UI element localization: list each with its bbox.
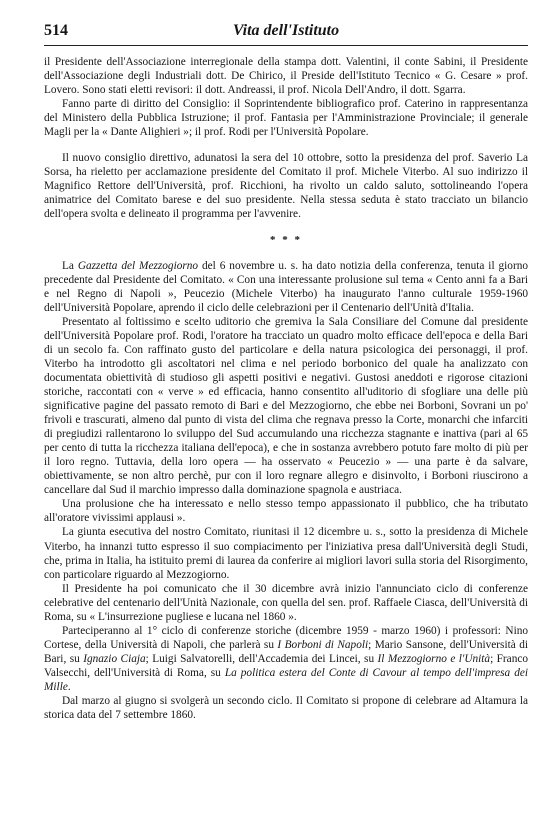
text-run: Il nuovo consiglio direttivo, adunatosi la sera del 10 ottobre, sotto la presidenza del prof. Saverio La Sorsa, ha rieletto per acclamazione presidente del Comitato il prof. Michele Viterbo. Al suo indirizzo il Magnifico Rettore dell'Università, prof. Ricchioni, ha rivolto un caldo saluto, sottolineando l'opera animatrice del Comitato barese e del suo presidente. Nella stessa seduta è stato tracciato un bilancio dell'opera svolta e delineato il programma per l'avvenire. [44, 152, 528, 221]
text-run: Parteciperanno al 1° ciclo di conferenze storiche (dicembre 1959 - marzo 1960) i professori: Nino Cortese, della Università di Napoli, che parlerà su [44, 624, 528, 651]
paragraph [44, 259, 528, 315]
paragraph [44, 497, 528, 525]
page-number: 514 [44, 22, 68, 39]
paragraph [44, 151, 528, 221]
paragraph [44, 582, 528, 624]
running-title: Vita dell'Istituto [232, 22, 340, 39]
italic-title: Gazzetta del Mezzogiorno [77, 259, 199, 272]
text-run: La [62, 259, 78, 272]
paragraph [44, 315, 528, 498]
text-run: il Presidente dell'Associazione interregionale della stampa dott. Valentini, il conte Sabini, il Presidente dell'Associazione degli Industriali dott. De Chirico, il Preside dell'Istituto Tecnico « G. Cesare » prof. Lovero. Sono stati eletti revisori: il dott. Andreassi, il prof. Nicola Dell'Andro, il dott. Sgarra. [44, 56, 528, 97]
italic-title: I Borboni di Napoli [277, 638, 369, 651]
paragraph [44, 55, 528, 97]
italic-title: La politica estera del Conte di Cavour al tempo dell'impresa dei Mille [44, 666, 529, 693]
text-run: . [67, 680, 71, 693]
text-run: ; Mario Sansone, dell'Università di Bari, su [44, 638, 528, 665]
paragraph [44, 694, 528, 722]
paragraph [44, 624, 528, 694]
text-run: ; Franco Valsecchi, dell'Università di Roma, su [44, 652, 529, 679]
text-run: Il Presidente ha poi comunicato che il 30 dicembre avrà inizio l'annunciato ciclo di conferenze celebrative del centenario dell'Unità Nazionale, con quella del sen. prof. Raffaele Ciasca, dell'Università di Roma, su « L'insurrezione pugliese e lucana nel 1860 ». [44, 582, 528, 623]
italic-title: Ignazio Ciaja [83, 652, 146, 665]
text-run: ; Luigi Salvatorelli, dell'Accademia dei Lincei, su [145, 652, 378, 665]
header-rule [44, 45, 528, 46]
paragraph [44, 97, 528, 139]
paragraph [44, 525, 528, 581]
italic-title: Il Mezzogiorno e l'Unità [377, 652, 491, 665]
text-run: Dal marzo al giugno si svolgerà un secondo ciclo. Il Comitato si propone di celebrare ad Altamura la storica data del 7 settembre 1860. [44, 695, 528, 722]
text-run: Fanno parte di diritto del Consiglio: il Soprintendente bibliografico prof. Caterino in rappresentanza del Ministero della Pubblica Istruzione; il prof. Fantasia per l'Amministrazione Provinciale; il generale Magli per la « Dante Alighieri »; il prof. Rodi per l'Università Popolare. [44, 98, 528, 139]
text-run: del 6 novembre u. s. ha dato notizia della conferenza, tenuta il giorno precedente dal Presidente del Comitato. « Con una interessante prolusione sul tema « Cento anni fa a Bari e nel Regno di Napoli », Peucezio (Michele Viterbo) ha inaugurato l'anno culturale 1959-1960 dell'Università Popolare, aprendo il ciclo delle celebrazioni per il Centenario dell'Unità d'Italia. [44, 259, 529, 314]
text-run: Una prolusione che ha interessato e nello stesso tempo appassionato il pubblico, che ha tributato all'oratore vivissimi applausi ». [44, 498, 528, 525]
text-run: Presentato al foltissimo e scelto uditorio che gremiva la Sala Consiliare del Comune dal presidente dell'Università Popolare prof. Rodi, l'oratore ha tracciato un quadro molto efficace dell'epoca e della Bari di un secolo fa. Con raffinato gusto del particolare e della natura psicologica dei personaggi, il prof. Viterbo ha introdotto gli ascoltatori nel clima e nel periodo borbonico del quale ha analizzato con documentata obiettività di studioso gli aspetti positivi e negativi. Gustosi aneddoti e rigorose citazioni storiche, raccontati con « verve » ed efficacia, hanno consentito all'uditorio di sfogliare una delle più significative pagine del passato remoto di Bari e del Mezzogiorno, che ebbe nei Borboni, Sovrani un po' frivoli e trascurati, almeno dal punto di vista del clima che regnava presso la Corte, monarchi che infarciti di pregiudizi rallentarono lo sviluppo del Sud accumulando una ricchezza stagnante e inattiva (pari al 65 per cento di tutta la ricchezza italiana dell'epoca), e che in sostanza avrebbero potuto fare molto di più per il loro regno. Tuttavia, della loro opera — ha osservato « Peucezio » — una parte è da salvare, obiettivamente, se non altro perchè, pur con il loro regnare allegro e disinvolto, i Borboni riuscirono a cancellare dal Sud il marchio impresso dalla dominazione spagnola e austriaca. [44, 315, 528, 497]
section-separator: * * * [270, 233, 302, 246]
page-header [44, 22, 528, 42]
article-body [44, 55, 528, 722]
text-run: La giunta esecutiva del nostro Comitato, riunitasi il 12 dicembre u. s., sotto la presidenza di Michele Viterbo, ha innanzi tutto espresso il suo compiacimento per l'iniziativa presa dall'Università degli Studi, che, prima in Italia, ha istituito premi di laurea da conferire ai migliori lavori sulla storia del Risorgimento, con particolare riguardo al Mezzogiorno. [44, 526, 528, 581]
